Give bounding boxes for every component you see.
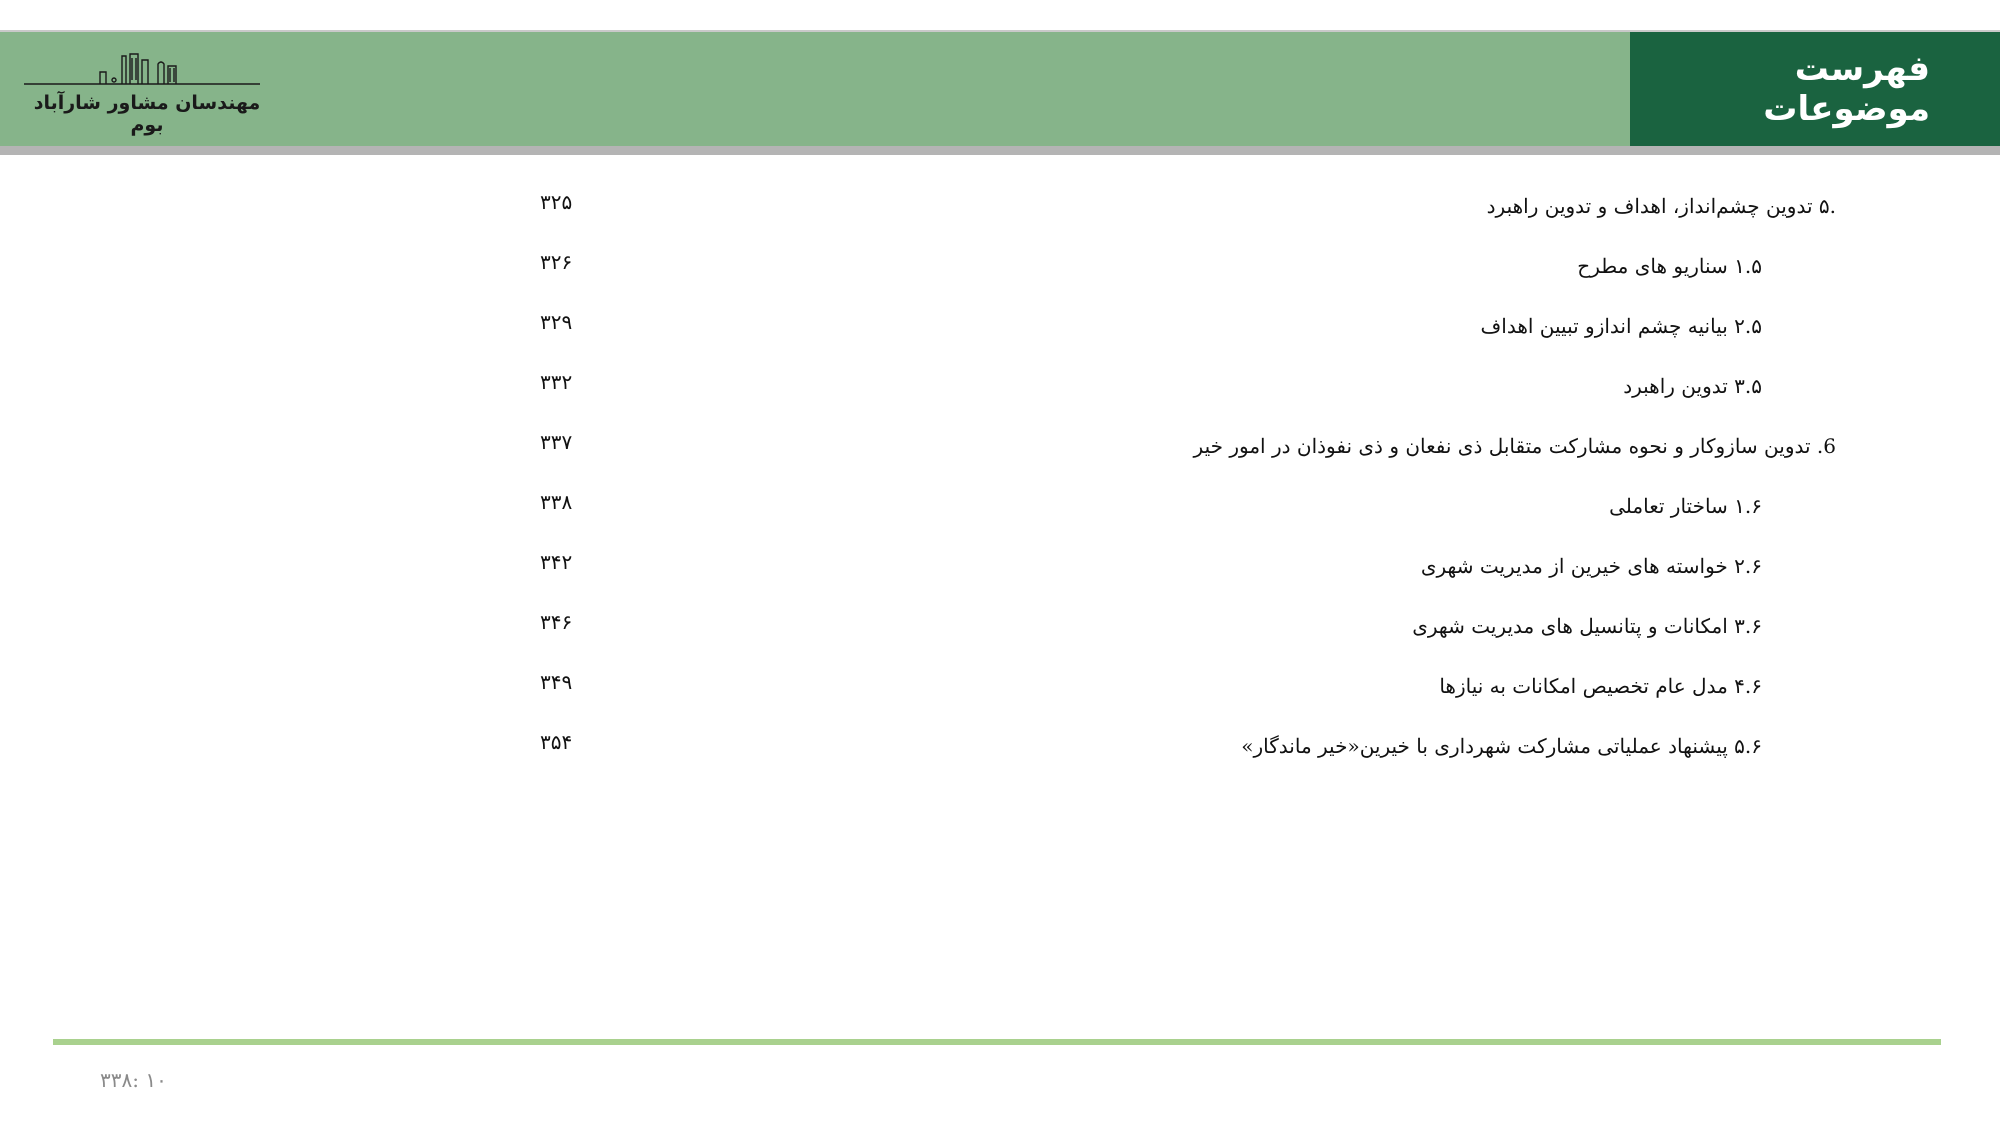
toc-page-number: ۳۲۶ [540,250,573,274]
page-title: فهرست موضوعات [1763,49,1930,129]
toc-subsection-title: ۳.۶ امکانات و پتانسیل های مدیریت شهری [1412,614,1762,638]
toc-page-number: ۳۵۴ [540,730,573,754]
logo-company-name: مهندسان مشاور شارآباد بوم [33,92,261,136]
title-box [1630,32,2000,146]
toc-page-number: ۳۴۶ [540,610,573,634]
toc-row[interactable] [0,730,2000,774]
company-logo [22,50,272,136]
footer-page-number: ۱۰ :۳۳۸ [100,1068,167,1092]
header-shadow-rule [0,146,2000,155]
toc-row[interactable] [0,550,2000,594]
toc-row[interactable] [0,430,2000,474]
toc-section-title: .۵ تدوین چشم‌انداز، اهداف و تدوین راهبرد [1486,194,1836,218]
footer-rule [53,1039,1941,1045]
toc-subsection-title: ۳.۵ تدوین راهبرد [1623,374,1762,398]
toc-page-number: ۳۳۸ [540,490,573,514]
toc-subsection-title: ۵.۶ پیشنهاد عملیاتی مشارکت شهرداری با خیرین«خیر ماندگار» [1241,734,1762,758]
toc-subsection-title: ۴.۶ مدل عام تخصیص امکانات به نیازها [1439,674,1762,698]
toc-subsection-title: ۲.۵ بیانیه چشم اندازو تبیین اهداف [1480,314,1762,338]
toc-page-number: ۳۳۷ [540,430,573,454]
toc-row[interactable] [0,250,2000,294]
toc-row[interactable] [0,190,2000,234]
toc-page-number: ۳۴۹ [540,670,573,694]
toc-subsection-title: ۱.۶ ساختار تعاملی [1609,494,1762,518]
toc-page-number: ۳۳۲ [540,370,573,394]
skyline-logo-icon [22,50,272,90]
toc-row[interactable] [0,370,2000,414]
toc-section-title: 6. تدوین سازوکار و نحوه مشارکت متقابل ذی نفعان و ذی نفوذان در امور خیر [1193,434,1836,458]
toc-page-number: ۳۲۵ [540,190,573,214]
toc-subsection-title: ۲.۶ خواسته های خیرین از مدیریت شهری [1420,554,1762,578]
toc-subsection-title: ۱.۵ سناریو های مطرح [1577,254,1762,278]
toc-row[interactable] [0,490,2000,534]
toc-page-number: ۳۲۹ [540,310,573,334]
toc-row[interactable] [0,610,2000,654]
toc-page-number: ۳۴۲ [540,550,573,574]
toc-row[interactable] [0,310,2000,354]
toc-row[interactable] [0,670,2000,714]
